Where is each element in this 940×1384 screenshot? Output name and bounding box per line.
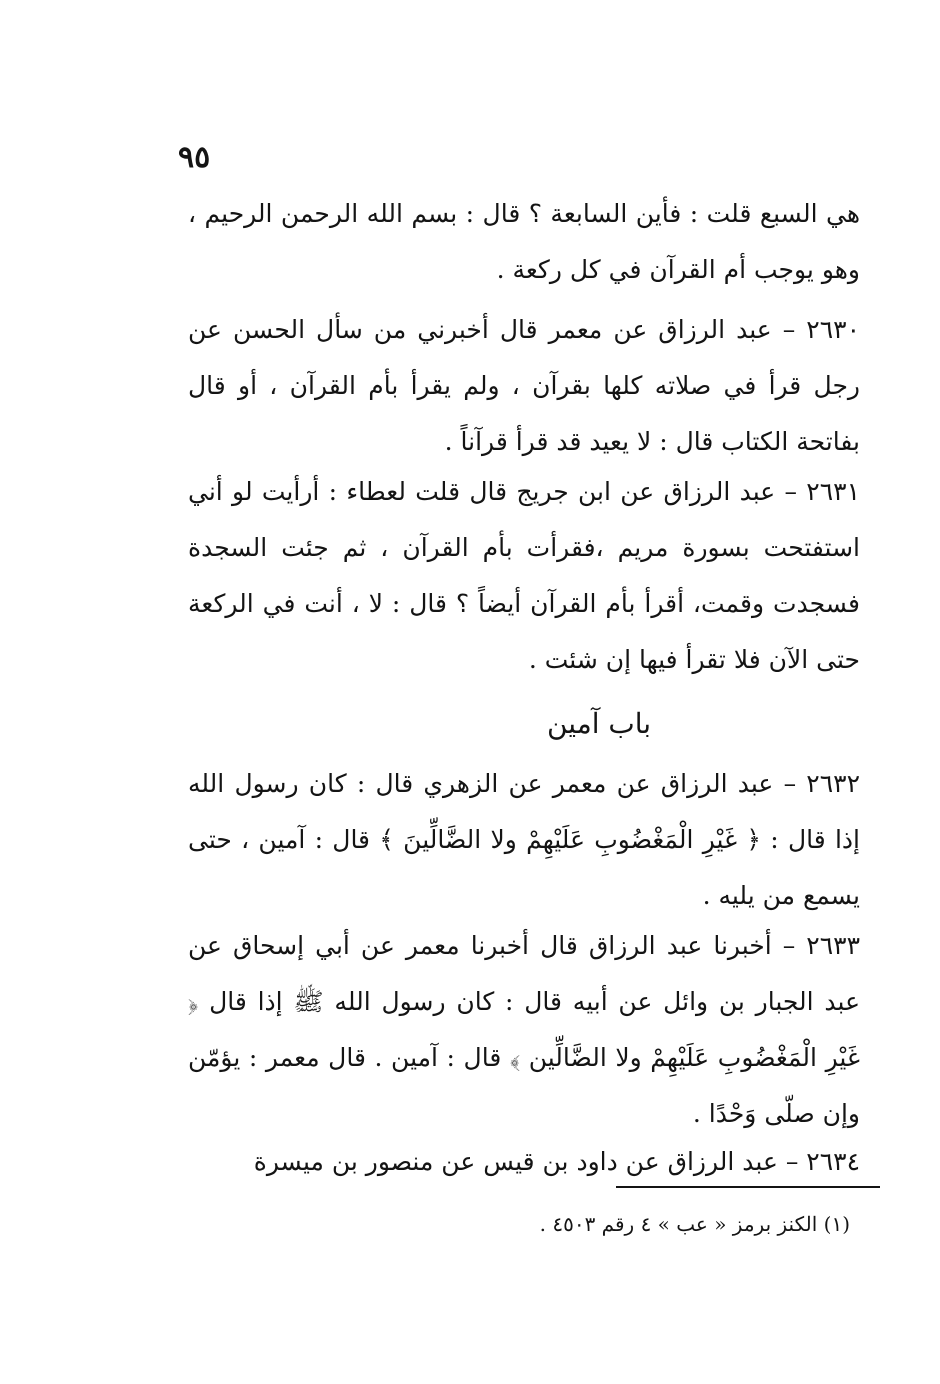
footnote-divider xyxy=(616,1186,880,1188)
paragraph-continuation: هي السبع قلت : فأين السابعة ؟ قال : بسم الله الرحمن الرحيم ، وهو يوجب أم القرآن في كل ركعة . xyxy=(188,199,860,284)
chapter-heading: باب آمين xyxy=(546,707,652,740)
paragraph-2632: ٢٦٣٢ – عبد الرزاق عن معمر عن الزهري قال : كان رسول الله إذا قال : ﴿ غَيْرِ الْمَغْضُوبِ عَلَيْهِمْ ولا الضَّالِّينَ ﴾ قال : آمين ، حتى يسمع من يليه . xyxy=(188,769,860,910)
paragraph-2633: ٢٦٣٣ – أخبرنا عبد الرزاق قال أخبرنا معمر عن أبي إسحاق عن عبد الجبار بن وائل عن أبيه قال : كان رسول الله ﷺ إذا قال ﴿ غَيْرِ الْمَغْضُوبِ عَلَيْهِمْ ولا الضَّالِّين ﴾ قال : آمين . قال معمر : يؤمّن وإن صلّى وَحْدًا . xyxy=(188,931,860,1128)
paragraph-2631: ٢٦٣١ – عبد الرزاق عن ابن جريج قال قلت لعطاء : أرأيت لو أني استفتحت بسورة مريم ،فقرأت بأم القرآن ، ثم جئت السجدة فسجدت وقمت، أقرأ بأم القرآن أيضاً ؟ قال : لا ، أنت في الركعة حتى الآن فلا تقرأ فيها إن شئت . xyxy=(188,477,860,674)
paragraph-2630: ٢٦٣٠ – عبد الرزاق عن معمر قال أخبرني من سأل الحسن عن رجل قرأ في صلاته كلها بقرآن ، ولم يقرأ بأم القرآن ، أو قال بفاتحة الكتاب قال : لا يعيد قد قرأ قرآناً . xyxy=(188,315,860,456)
footnote: (١) الكنز برمز « عب » ٤ رقم ٤٥٠٣ . xyxy=(539,1212,850,1236)
paragraph-2634: ٢٦٣٤ – عبد الرزاق عن داود بن قيس عن منصور بن ميسرة xyxy=(253,1147,860,1176)
page-number: ٩٥ xyxy=(178,140,211,175)
